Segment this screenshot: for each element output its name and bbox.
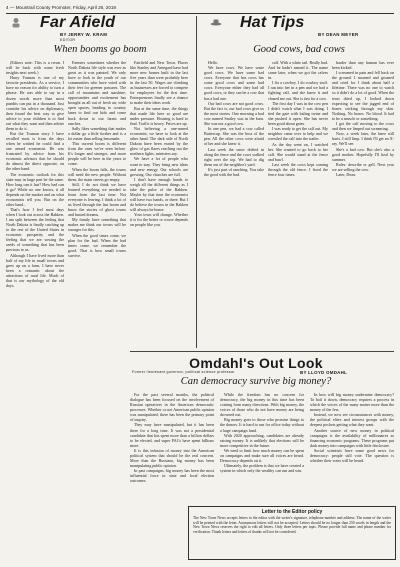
paragraph: Our bad cows are not good cows. But the fact is, our bad cows give us the most stories. One morning a bad cow named Smiley was in the barn. She was not a good cow.: [204, 100, 264, 126]
paragraph: Hello.: [208, 60, 219, 65]
paragraph: Rules: describe or gell. Next year we are selling the cow.: [332, 161, 394, 172]
paragraph: It is this infusion of money into the American political system that should be the real concern. More than the Russians, big money has been manipulating public opinion.: [130, 447, 214, 469]
paragraph: I don't have enough hands to weigh all the different things as I take the pulse of the Bakken. Maybe by that time the economist will have two hands, or three. But I do believe the towns in the Bakken will always be home.: [130, 176, 188, 213]
letter-policy-title: Letter to the Editor policy: [261, 509, 323, 515]
paragraph: Another source of new money in political campaigns is the availability of millionaires as financing economic programs. These programs put dark money into campaigns with little disclosure.: [310, 427, 394, 448]
omdahl-column-3: [310, 392, 394, 502]
far-afield-title: Far Afield: [40, 14, 116, 31]
paragraph: But the Truman story I have recalled most is from the days when he wished he could find a one armed economist. He was frustrated by advice from his economic advisors that he should do almost the direct opposite, on the other hand.: [6, 131, 64, 172]
horizontal-rule: [130, 351, 394, 352]
paragraph: Although I have lived more than half of my life in small towns and grew up on a farm, I have never been a romantic about the attractions of rural life. Much of that is our mythology of the old days.: [6, 252, 64, 288]
paragraph: She's a bad cow. But she's also a good mother. Hopefully I'll heal by summer.: [332, 146, 394, 162]
paragraph: Farmers sometimes whether the North Dakota life style was ever as great as it was painted. We only have to look to the youth of our communities who have voted with their feet for greener pastures. The call of mountains and sunshine, opportunities and excitement has brought us all out of fresh air, wide open spaces, heading to country lanes to find our kids and come back down to our farms and ranches.: [68, 60, 126, 126]
paragraph: In past campaigns, big money has been the most influential force in state and local election outcomes.: [130, 468, 214, 484]
paragraph: This current boom is different from the ones we've seen before. It's longer and stronger, and more people will be here in the years to come.: [68, 141, 126, 167]
paragraph: Instead, we now see circumstances with money, the political elites and interest groups with the deepest pockets getting what they want.: [310, 412, 394, 428]
hat-tips-title: Hat Tips: [240, 14, 305, 31]
paragraph: I was ready to get the calf out. My neighbor came over to help and we wrestled the calf into the trailer.: [268, 126, 328, 142]
page-header: [6, 3, 394, 14]
paragraph: Harry Truman is one of my favorite presidents. As a service, I have no reason for ability to turn a phrase. He was able to say in a dozen words more than most pundits can put in a thousand. Just consider his advice on diplomacy, then found the best way to give advice to your children is to find out what they want and then advise them to do it.: [6, 75, 64, 131]
paragraph: We need to limit how much money can be spent on campaigns and make sure all voices are heard. Democracy depends on it.: [220, 448, 304, 464]
hat-tips-column-3: [332, 60, 394, 350]
paragraph: (Editors note: This is a rerun. I will be back with some fresh insights next week.): [6, 60, 64, 76]
paragraph: harder than any human has ever been kicked.: [332, 60, 394, 71]
paragraph: As the day went on, I watched her. She wanted to go back to her calf. She would stand at the fence and bawl.: [268, 141, 328, 162]
paragraph: Last week the snow drifted in along the fence and the cows walked right over the top. We had to dig them out of the neighbor's yard.: [204, 146, 264, 167]
paragraph: The economic outlook for this state may in large part be the same. How long can it last? How bad can it go? While no one knows, it all depends on the market and on what economists tell you. But on the other hand...: [6, 171, 64, 207]
paragraph: But at the same time, the things that made life here so good are under pressure. Housing is hard to find. Traffic is heavy. Prices are up.: [130, 105, 188, 126]
far-afield-column-1: [6, 60, 64, 560]
paragraph: We have cows. We have some good cows. We have some bad cows. Everyone that has cows has some good cows and some bad cows. Everyone either they had all good cows, or they can be a cow that has a bad one.: [204, 65, 264, 101]
omdahl-headline: Can democracy survive big money?: [180, 376, 332, 387]
paragraph: Last week the cows kept coming through the old fence. I fixed the fence four times.: [268, 161, 328, 177]
paragraph: The first day I was in the cow pen I didn't watch what I was doing. I tied the gate with baling twine and she pushed it open. She has never been good about gates.: [268, 100, 328, 126]
paragraph: I fix a cowboy. I do cowboy stuff. I ran into her in a pen and we had a fighting calf, and she knew it and chased me out. She is fast for a cow.: [268, 80, 328, 101]
paragraph: That's how I feel most days when I look out across the Bakken. I am split between the feeling that North Dakota is finally catching up to the rest of the United States in economic prosperity and the feeling that we are sowing the seeds of something that has been precious to us.: [6, 207, 64, 253]
paragraph: We have a lot of people who want to stay. They bring new ideas and new energy. Our schools are growing. Our churches are full.: [130, 156, 188, 177]
paragraph: My family have something that makes me think our towns will be stronger for this.: [68, 217, 126, 233]
omdahl-byline: BY LLOYD OMDAHL: [300, 370, 348, 375]
hat-tips-headline: Good cows, bad cows: [253, 44, 345, 55]
publication-line: Mountrail County Promoter, Friday, April 26, 2019: [15, 5, 116, 10]
paragraph: I got the calf moving to the cows and then we limped out screaming.: [332, 120, 394, 131]
paragraph: Sally likes something that makes a dollar go a little further and is a lot easier than selling lemonade.: [68, 125, 126, 141]
paragraph: Still, I do not think we have learned everything we needed to learn from the last time. Not everyone is leaving. I think a lot of us lived through the last boom and know the stories of ghost towns and busted dreams.: [68, 181, 126, 218]
paragraph: Your town will change. Whether it is for the better or worse depends on people like you.: [130, 212, 188, 228]
paragraph: calf. With a white tail. Really bad. And he hadn't named it. The name came later, when we got the calves in.: [268, 60, 328, 81]
paragraph: They may have manipulated, but it has been there for a long time. It was not a presidential candidate that has spent more than a billion dollars to be elected, and super PACs have spent billions more.: [130, 422, 214, 448]
far-afield-byline-role: EDITOR: [60, 38, 76, 42]
letter-policy-box: [188, 506, 396, 560]
columnist-portrait-icon: [10, 16, 22, 28]
paragraph: It's just part of ranching. You take the good with the bad.: [204, 166, 264, 177]
hat-tips-byline: BY DEAN MEYER: [318, 32, 359, 37]
far-afield-column-2: [68, 60, 126, 560]
paragraph: Social scientists have some good news for democracy: people still vote. The question is whether their votes will be heard.: [310, 448, 394, 464]
paragraph: When the boom falls, the towns will need the new people. Without them, the main streets go empty.: [68, 166, 126, 182]
hat-tips-column-2: [268, 60, 328, 350]
paragraph: While the freedom has no concern for democracy, the big money in this time has been coming from many directions. With big money, the voices of those who do not have money are being drowned out.: [220, 392, 304, 418]
header-page-info: 4 — Mountrail County Promoter, Friday, April 26, 2019: [6, 5, 116, 10]
paragraph: Later, Dean.: [336, 172, 356, 178]
letter-policy-body: The New Town News accepts letters to the editor with the writer's signature, telephone number and address. The name of the writer will be printed with the letter. Anonymous letters will not be accepted. Letters should be no longer than 250 words in length and the New Town News reserves the right to edit all letters. Only three letters per topic. Please provide full name and phone number for verification. Thank letters and letters of thanks will not be considered.: [193, 516, 391, 534]
paragraph: For the past several months, the political dialogue has been focused on the involvement of Russian operatives in the American democratic processes. Whether or not American public opinion was manipulated, there has been the primary point of inquiry.: [130, 392, 214, 423]
far-afield-byline: BY JERRY W. KRAM: [60, 32, 108, 37]
paragraph: Big money goes to those who promise things to the donors. It is hard to run for office today without a large campaign fund.: [220, 417, 304, 433]
far-afield-column-3: [130, 60, 188, 350]
page-number: 4: [6, 5, 9, 10]
hat-tips-column-1: [204, 60, 264, 350]
paragraph: In how will big money undermine democracy? To boil it down, democracy requires a process in which the voices of the many matter more than the money of the few.: [310, 392, 394, 413]
omdahl-byline-role: Former lieutenant governor, political science professor: [132, 370, 235, 374]
cowboy-hat-icon: [210, 16, 222, 28]
section-divider: [196, 16, 197, 348]
paragraph: Now, a week later, the knee still hurts. I still limp. I think I'll get an X-ray. We'll see.: [332, 131, 394, 147]
paragraph: With 2020 approaching, candidates are already raising money. It is unlikely that elections will be more competitive in the future.: [220, 432, 304, 448]
omdahl-title: Omdahl's Out Look: [189, 355, 323, 371]
paragraph: When the good times come, we plan for the bad. When the bad times come, we remember the good. That is how small towns survive.: [68, 232, 126, 258]
paragraph: I screamed in pain and fell back on the ground. I moaned and groaned and cried for I think about half a lifetime. There was no one to watch so it didn't do a lot of good. When the tears dried up, I looked down expecting to see the jagged end of bones sticking through my skin. Nothing. No bones. No blood. It had to be a muscle or something.: [332, 70, 394, 121]
paragraph: Not believing a one-armed economist, we have to look at the other hand. The dark side of North Dakota have been erased by the glow of gas flares reaching out the northern lights, ministers say.: [130, 125, 188, 157]
paragraph: In one pen, we had a cow called Buttercup. She was the boss of the pen. All the other cows were afraid of her and she knew it.: [204, 126, 264, 147]
paragraph: Fairfield and New Town. Places like Stanley and Arnegard have had more new homes built in the last five years than were probably here in the last 50. Wages are climbing as businesses are forced to compete for employees for the first time. Entrepreneurs finally see a chance to make their ideas work.: [130, 60, 188, 106]
paragraph: Ultimately, the problem is that we have created a system in which only the wealthy can run and win.: [220, 463, 304, 474]
omdahl-column-2: [220, 392, 304, 502]
far-afield-headline: When booms go boom: [53, 44, 147, 55]
